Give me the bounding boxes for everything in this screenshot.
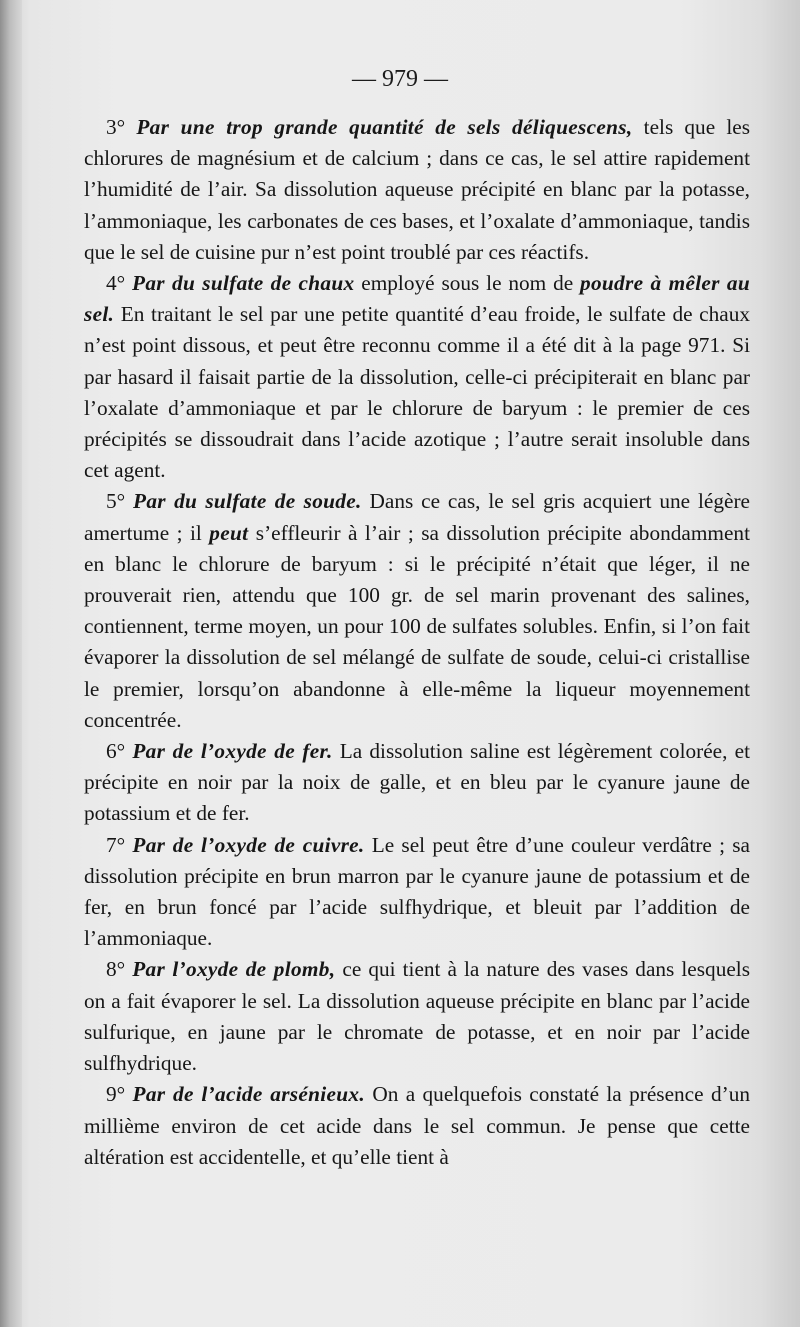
item-title-secondary: poudre à mêler au sel. (84, 271, 750, 327)
item-body: La dissolution saline est légèrement colorée, et précipite en noir par la noix de galle, et en bleu par le cyanure jaune de potassium et de fer. (84, 739, 750, 826)
paragraph-9 (84, 1079, 750, 1173)
item-body: s’effleurir à l’air ; sa dissolution précipite abondamment en blanc le chlorure de baryum : si le précipité n’était que léger, il ne prouverait rien, attendu que 100 gr. de sel marin provenant des salines, contiennent, terme moyen, un pour 100 de sulfates solubles. Enfin, si l’on fait évaporer la dissolution de sel mélangé de sulfate de soude, celui-ci cristallise le premier, lorsqu’on abandonne à elle-même la liqueur moyennement concentrée. (84, 520, 750, 732)
item-body: Le sel peut être d’une couleur verdâtre ; sa dissolution précipite en brun marron par le cyanure jaune de potassium et de fer, en brun foncé par l’acide sulfhydrique, et bleuit par l’addition de l’ammoniaque. (84, 832, 750, 951)
item-body: ce qui tient à la nature des vases dans lesquels on a fait évaporer le sel. La dissolution aqueuse précipite en blanc par l’acide sulfurique, en jaune par le chromate de potasse, et en noir par l’acide sulfhydrique. (84, 957, 751, 1076)
item-body: En traitant le sel par une petite quantité d’eau froide, le sulfate de chaux n’est point dissous, et peut être reconnu comme il a été dit à la page 971. Si par hasard il faisait partie de la dissolution, celle-ci précipiterait en blanc par l’oxalate d’ammoniaque et par le chlorure de baryum : le premier de ces précipités se dissoudrait dans l’acide azotique ; l’autre serait insoluble dans cet agent. (84, 302, 750, 483)
item-number: 4° (106, 271, 126, 296)
item-title: Par de l’oxyde de cuivre. (132, 832, 365, 857)
item-title: Par du sulfate de chaux (132, 271, 355, 296)
paragraph-3 (84, 112, 750, 268)
item-title: Par l’oxyde de plomb, (132, 957, 336, 982)
item-title: Par de l’acide arsénieux. (132, 1082, 365, 1107)
item-body: On a quelquefois constaté la présence d’un millième environ de cet acide dans le sel commun. Je pense que cette altération est accidentelle, et qu’elle tient à (84, 1082, 750, 1169)
item-title: Par une trop grande quantité de sels déliquescens, (136, 115, 633, 139)
item-number: 3° (106, 115, 126, 139)
item-number: 5° (106, 489, 126, 514)
page-gutter (0, 0, 22, 1327)
item-title: Par du sulfate de soude. (133, 489, 362, 514)
paragraph-4 (84, 268, 750, 486)
item-number: 6° (106, 739, 126, 764)
item-number: 8° (106, 957, 126, 982)
paragraph-5 (84, 486, 750, 736)
item-body-lead: employé sous le nom de (354, 271, 581, 296)
item-title: Par de l’oxyde de fer. (132, 739, 333, 764)
paragraph-7 (84, 830, 750, 955)
item-emphasis: peut (209, 520, 249, 545)
paragraph-6 (84, 736, 750, 830)
body-text (84, 112, 750, 1173)
item-number: 7° (106, 832, 126, 857)
item-body-lead: Dans ce cas, le sel gris acquiert une légère amertume ; il (84, 489, 750, 545)
item-body: tels que les chlorures de magnésium et de calcium ; dans ce cas, le sel attire rapidement l’humidité de l’air. Sa dissolution aqueuse précipité en blanc par la potasse, l’ammoniaque, les carbonates de ces bases, et l’oxalate d’ammoniaque, tandis que le sel de cuisine pur n’est point troublé par ces réactifs. (84, 115, 750, 264)
paragraph-8 (84, 954, 750, 1079)
item-number: 9° (106, 1082, 126, 1107)
page-number: — 979 — (352, 66, 448, 92)
